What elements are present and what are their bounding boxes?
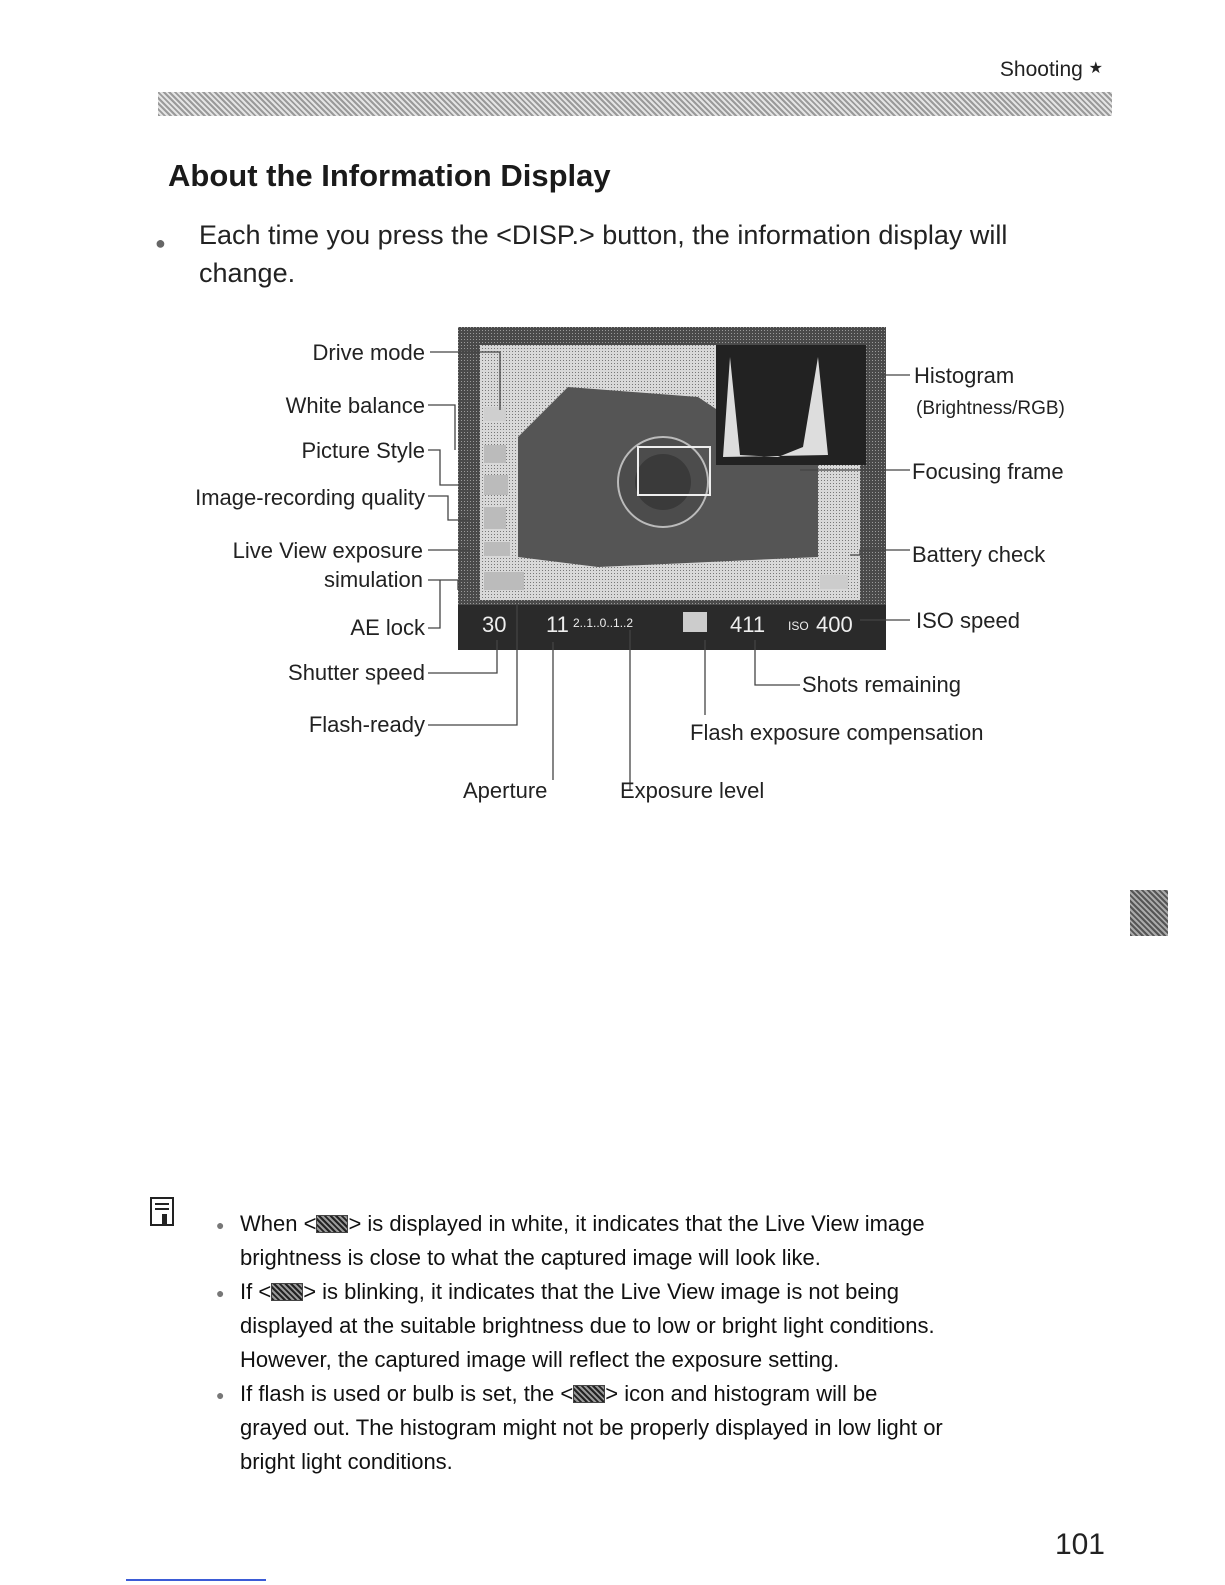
callout-image-quality: Image-recording quality <box>195 485 425 510</box>
note-line-1: When < > is displayed in white, it indicates that the Live View image <box>240 1211 925 1236</box>
callout-ae-lock: AE lock <box>350 615 425 640</box>
bullet-icon: ● <box>155 233 166 253</box>
page-title: About the Information Display <box>168 158 611 193</box>
iso-label: ISO <box>788 619 809 633</box>
callout-picture-style: Picture Style <box>301 438 425 463</box>
note-bullet-icon: ● <box>216 1387 225 1403</box>
exposure-sim-icon <box>271 1283 303 1301</box>
note-bullet-icon: ● <box>216 1217 225 1233</box>
callout-shots-remaining: Shots remaining <box>802 672 961 697</box>
callout-drive-mode: Drive mode <box>312 340 425 365</box>
note-line-2: brightness is close to what the captured image will look like. <box>240 1245 821 1270</box>
note-line-7: grayed out. The histogram might not be properly displayed in low light or <box>240 1415 943 1440</box>
callout-iso-speed: ISO speed <box>916 608 1020 633</box>
shots-value: 411 <box>730 612 766 637</box>
bottom-rule <box>126 1579 266 1581</box>
note-line-8: bright light conditions. <box>240 1449 453 1474</box>
note-line-5: However, the captured image will reflect the exposure setting. <box>240 1347 840 1372</box>
callout-battery-check: Battery check <box>912 542 1046 567</box>
callout-histogram-2: (Brightness/RGB) <box>916 398 1065 419</box>
note-line-4: displayed at the suitable brightness due to low or bright light conditions. <box>240 1313 935 1338</box>
section-label: Shooting ★ <box>999 58 1103 81</box>
aperture-value: 11 <box>546 612 569 637</box>
exposure-sim-icon <box>316 1215 348 1233</box>
callout-flash-ready: Flash-ready <box>308 712 425 737</box>
callout-histogram: Histogram <box>914 363 1015 388</box>
note-block <box>158 1195 1102 1475</box>
note-bullet-icon: ● <box>216 1285 225 1301</box>
shutter-value: 30 <box>482 612 507 637</box>
page-number: 101 <box>1054 1528 1105 1561</box>
callout-live-view-exposure: Live View exposure <box>232 538 423 563</box>
callout-white-balance: White balance <box>285 393 425 418</box>
callout-focusing-frame: Focusing frame <box>912 459 1064 484</box>
chapter-tab <box>1130 890 1168 936</box>
callout-exposure-level: Exposure level <box>620 778 765 803</box>
iso-value: 400 <box>816 612 853 637</box>
callout-shutter-speed: Shutter speed <box>288 660 425 685</box>
exposure-scale: 2..1..0..1..2 <box>573 616 634 630</box>
note-line-6: If flash is used or bulb is set, the < > icon and histogram will be <box>240 1381 878 1406</box>
exposure-sim-icon <box>573 1385 605 1403</box>
callout-live-view-exposure-2: simulation <box>323 567 423 592</box>
note-line-3: If < > is blinking, it indicates that the Live View image is not being <box>240 1279 899 1304</box>
intro-text: Each time you press the <DISP.> button, the information display will change. <box>199 220 1008 288</box>
callout-aperture: Aperture <box>463 778 548 803</box>
callout-flash-exposure-comp: Flash exposure compensation <box>690 720 984 745</box>
